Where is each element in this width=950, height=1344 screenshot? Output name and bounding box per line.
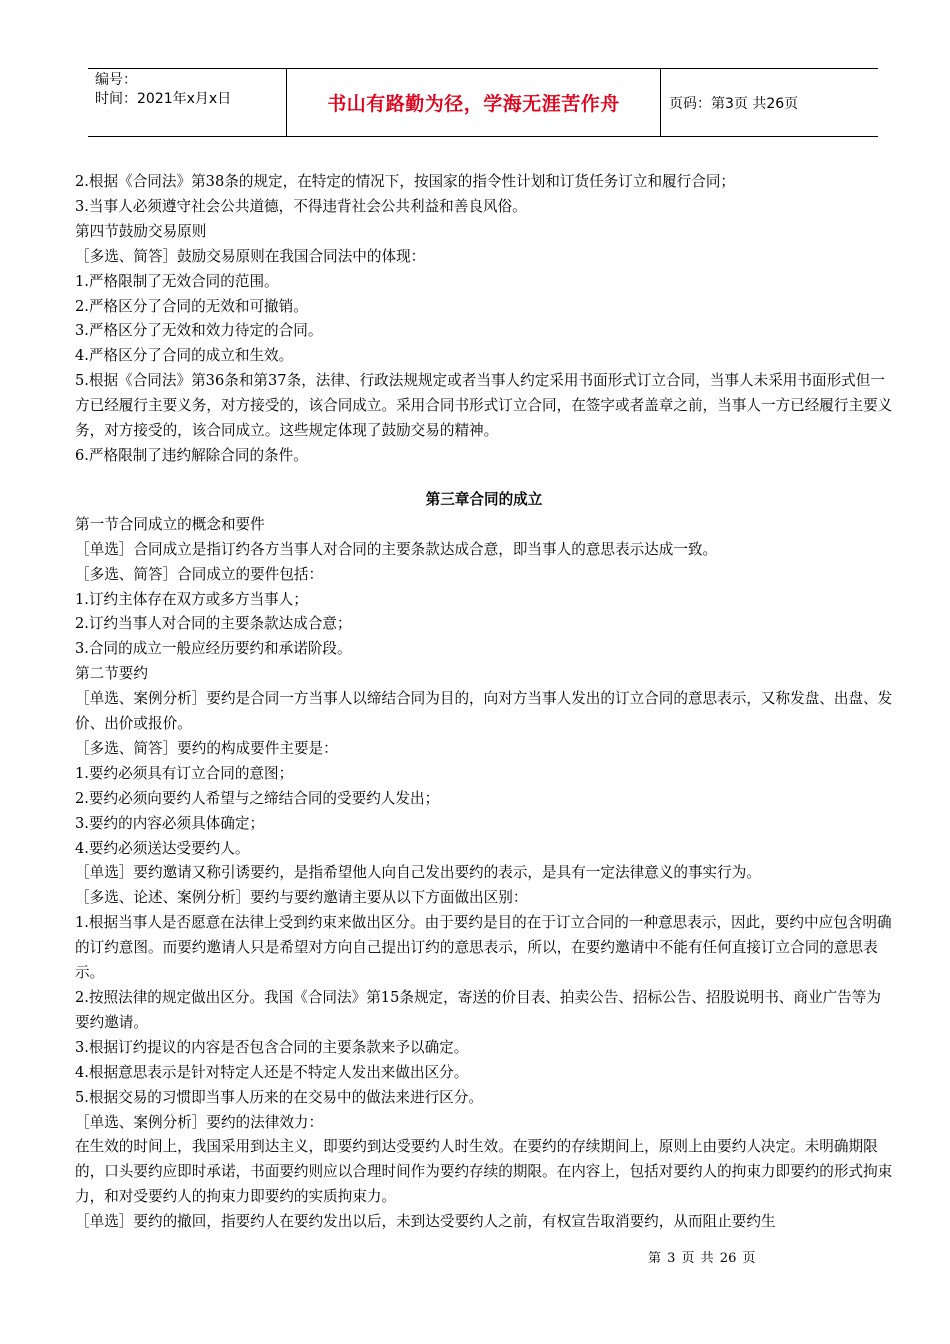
paragraph: ［单选、案例分析］要约是合同一方当事人以缔结合同为目的，向对方当事人发出的订立合同的意思表示，又称发盘、出盘、发价、出价或报价。: [75, 690, 893, 733]
paragraph: ［单选］要约的撤回，指要约人在要约发出以后，未到达受要约人之前，有权宣告取消要约，从而阻止要约生: [75, 1213, 776, 1231]
page-header: [88, 68, 878, 137]
paragraph: 5.根据交易的习惯即当事人历来的在交易中的做法来进行区分。: [75, 1088, 483, 1106]
paragraph: ［多选、简答］要约的构成要件主要是：: [75, 739, 338, 757]
paragraph: 2.按照法律的规定做出区分。我国《合同法》第15条规定，寄送的价目表、拍卖公告、招标公告、招股说明书、商业广告等为要约邀请。: [75, 989, 881, 1031]
header-page-cell: [661, 69, 878, 136]
paragraph: 3.要约的内容必须具体确定；: [75, 814, 265, 832]
motto: 书山有路勤为径，学海无涯苦作舟: [327, 93, 620, 115]
paragraph: 2.严格区分了合同的无效和可撤销。: [75, 297, 308, 315]
paragraph: ［单选］要约邀请又称引诱要约，是指希望他人向自己发出要约的表示，是具有一定法律意义的事实行为。: [75, 864, 761, 882]
paragraph: ［多选、论述、案例分析］要约与要约邀请主要从以下方面做出区别：: [75, 889, 528, 907]
paragraph: 3.合同的成立一般应经历要约和承诺阶段。: [75, 640, 352, 658]
number-label: 编号：: [95, 72, 137, 88]
paragraph: ［多选、简答］合同成立的要件包括：: [75, 565, 324, 583]
paragraph: 3.严格区分了无效和效力待定的合同。: [75, 322, 323, 340]
section-heading: 第二节要约: [75, 665, 148, 683]
body-text: [75, 170, 893, 1235]
paragraph: 3.当事人必须遵守社会公共道德，不得违背社会公共利益和善良风俗。: [75, 197, 527, 215]
paragraph: 1.严格限制了无效合同的范围。: [75, 272, 279, 290]
paragraph: ［单选、案例分析］要约的法律效力：: [75, 1113, 324, 1131]
paragraph: 1.根据当事人是否愿意在法律上受到约束来做出区分。由于要约是目的在于订立合同的一种意思表示，因此，要约中应包含明确的订约意图。而要约邀请人只是希望对方向自己提出订约的意思表示，所以，在要约邀请中不能有任何直接订立合同的意思表示。: [75, 914, 892, 982]
paragraph: ［多选、简答］鼓励交易原则在我国合同法中的体现：: [75, 247, 426, 265]
paragraph: 2.订约当事人对合同的主要条款达成合意；: [75, 615, 352, 633]
header-motto-cell: [287, 69, 661, 136]
paragraph: 1.要约必须具有订立合同的意图；: [75, 764, 294, 782]
paragraph: ［单选］合同成立是指订约各方当事人对合同的主要条款达成合意，即当事人的意思表示达成一致。: [75, 540, 718, 558]
page-footer: 第 3 页 共 26 页: [648, 1251, 756, 1266]
section-heading: 第一节合同成立的概念和要件: [75, 515, 265, 533]
time-label: 时间：2021年x月x日: [95, 91, 232, 107]
paragraph: 6.严格限制了违约解除合同的条件。: [75, 446, 308, 464]
paragraph: 2.要约必须向要约人希望与之缔结合同的受要约人发出；: [75, 789, 440, 807]
paragraph: 5.根据《合同法》第36条和第37条，法律、行政法规规定或者当事人约定采用书面形式订立合同，当事人未采用书面形式但一方已经履行主要义务，对方接受的，该合同成立。采用合同书形式订立合同，在签字或者盖章之前，当事人一方已经履行主要义务，对方接受的，该合同成立。这些规定体现了鼓励交易的精神。: [75, 372, 893, 440]
chapter-title: 第三章合同的成立: [425, 490, 543, 508]
section-heading: 第四节鼓励交易原则: [75, 222, 207, 240]
paragraph: 4.根据意思表示是针对特定人还是不特定人发出来做出区分。: [75, 1063, 469, 1081]
paragraph: 4.要约必须送达受要约人。: [75, 839, 250, 857]
paragraph: 4.严格区分了合同的成立和生效。: [75, 347, 294, 365]
paragraph: 3.根据订约提议的内容是否包含合同的主要条款来予以确定。: [75, 1038, 469, 1056]
paragraph: 1.订约主体存在双方或多方当事人；: [75, 590, 308, 608]
paragraph: 在生效的时间上，我国采用到达主义，即要约到达受要约人时生效。在要约的存续期间上，原则上由要约人决定。未明确期限的，口头要约应即时承诺，书面要约则应以合理时间作为要约存续的期限。在内容上，包括对要约人的拘束力即要约的形式拘束力，和对受要约人的拘束力即要约的实质拘束力。: [75, 1138, 893, 1206]
header-meta: [88, 69, 287, 136]
paragraph: 2.根据《合同法》第38条的规定，在特定的情况下，按国家的指令性计划和订货任务订立和履行合同；: [75, 173, 736, 190]
page-label: 页码：第3页 共26页: [669, 95, 799, 112]
